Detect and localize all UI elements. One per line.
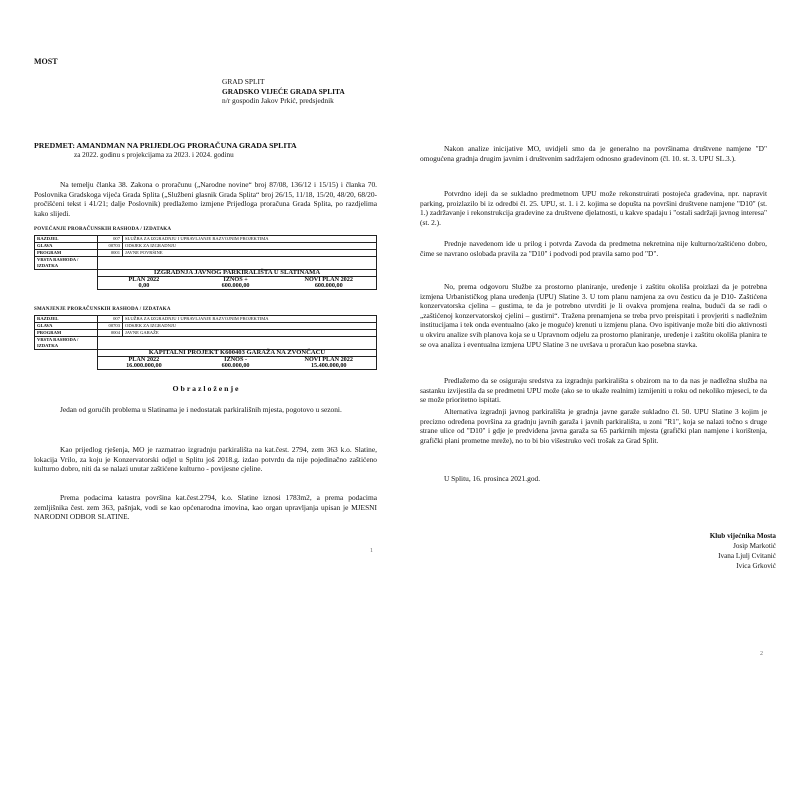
decrease-title: SMANJENJE PRORAČUNSKIH RASHODA / IZDATAKA	[34, 307, 171, 312]
date-line: U Splitu, 16. prosinca 2021.god.	[444, 474, 541, 483]
value-cell: 600.000,00	[221, 282, 250, 289]
col-header: IZNOS +	[223, 276, 248, 283]
signatory: Ivana Ljulj Cvitanić	[718, 552, 776, 560]
signatory: Josip Markotić	[733, 542, 776, 550]
signature-title: Klub vijećnika Mosta	[709, 532, 776, 540]
row-label: RAZDJEL	[35, 316, 98, 323]
row-label: PROGRAM	[35, 250, 98, 257]
rationale-paragraph-1: Jedan od gorućih problema u Slatinama je i nedostatak parkirališnih mjesta, pogotovo u sezoni.	[60, 405, 342, 414]
signature-block	[666, 531, 776, 571]
table-row	[35, 277, 377, 290]
decrease-table	[34, 315, 377, 370]
row-desc: ODSJEK ZA IZGRADNJU	[123, 323, 377, 330]
row-label: GLAVA	[35, 243, 98, 250]
values-cell	[98, 357, 377, 370]
table-row	[35, 236, 377, 243]
value-cell: 600.000,00	[221, 362, 250, 369]
row-code: 007	[98, 236, 123, 243]
page2-paragraph-1: Nakon analize inicijative MO, uvidjeli smo da je generalno na površinama društvene namjene "D" omogućena gradnja drugim javnim i društvenim sadržajem odnosno građevinom (čl. 10. st. 3. UPU SL.3.).	[420, 144, 767, 163]
subject-text: AMANDMAN NA PRIJEDLOG PRORAČUNA GRADA SPLITA	[76, 141, 297, 150]
decrease-project: KAPITALNI PROJEKT K600403 GARAŽA NA ZVONČACU	[98, 350, 377, 357]
row-desc: JAVNE POVRŠINE	[123, 250, 377, 257]
table-row	[35, 337, 377, 350]
subject-label: PREDMET:	[34, 141, 76, 150]
row-desc: ODSJEK ZA IZGRADNJU	[123, 243, 377, 250]
values-cell	[98, 277, 377, 290]
table-row	[35, 243, 377, 250]
col-header: NOVI PLAN 2022	[304, 276, 353, 283]
kind-label: VRSTA RASHODA / IZDATKA	[35, 337, 98, 350]
page-number: 2	[760, 651, 763, 657]
page-2	[400, 0, 800, 800]
row-code: 0004	[98, 330, 123, 337]
table-row	[35, 316, 377, 323]
kind-cell	[98, 337, 377, 350]
col-header: PLAN 2022	[128, 356, 160, 363]
addressee-city: GRAD SPLIT	[222, 77, 265, 86]
addressee-attn: n/r gospodin Jakov Prkić, predsjednik	[222, 96, 334, 106]
value-cell: 0,00	[138, 282, 150, 289]
row-code: 00703	[98, 243, 123, 250]
table-row	[35, 257, 377, 270]
spacer-cell	[35, 277, 98, 290]
intro-paragraph: Na temelju članka 38. Zakona o proračunu („Narodne novine“ broj 87/08, 136/12 i 15/15) i članka 70. Poslovnika Gradskoga vijeća Grada Splita („Službeni glasnik Grada Splita“ broj 26/15, 11/18, 15/20, 48/20, 68/20-pročišćeni tekst i 41/21; dalje Poslovnik) predlažemo izmjene Prijedloga proračuna Grada Splita, po razdjelima kako slijedi.	[34, 180, 377, 218]
row-label: PROGRAM	[35, 330, 98, 337]
value-cell: 600.000,00	[314, 282, 343, 289]
row-label: RAZDJEL	[35, 236, 98, 243]
increase-table	[34, 235, 377, 290]
page2-paragraph-2: Potvrdno ideji da se sukladno predmetnom UPU može rekonstruirati postojeća građevina, npr. napravit parking, proizlazilo bi iz odredbi čl. 25. UPU, st. 1. i 2. kojima se dopušta na površini društvene namjene "D10" (st. 1.) zadržavanje i rekonstrukcija građevine za društvene djelatnosti, u kakve spadaju i "ostali sadržaji javnog interesa" (st. 2.).	[420, 189, 767, 227]
addressee-council: GRADSKO VIJEĆE GRADA SPLITA	[222, 86, 345, 96]
row-desc: SLUŽBA ZA IZGRADNJU I UPRAVLJANJE RAZVOJNIM PROJEKTIMA	[123, 316, 377, 323]
subject-sub: za 2022. godinu s projekcijama za 2023. i 2024. godinu	[74, 151, 234, 159]
rationale-paragraph-3: Prema podacima katastra površina kat.čest.2794, k.o. Slatine iznosi 1783m2, a prema podacima zemljišnika čest. zem 363, pašnjak, vodi se kao općenarodna imovina, kao organ upravljanja upisan je MJESNI NARODNI ODBOR SLATINE.	[34, 493, 377, 522]
spacer-cell	[35, 350, 98, 357]
spacer-cell	[35, 357, 98, 370]
table-row	[35, 357, 377, 370]
page2-paragraph-4: No, prema odgovoru Službe za prostorno planiranje, uređenje i zaštitu okoliša proizlazi da je potrebna izmjena Urbanističkog plana uređenja (UPU) Slatine 3. U tom planu namjena za ovu česticu da je D10- Zaštićena konzervatorska cjelina – gustima, te da je potrebno utvrditi je li ovakva promjena realna, budući da se radi o „zaštićenoj konzervatorskoj cjelini – gustirni“. Tražena prenamjena se treba prvo preispitati i provjeriti s nadležnim institucijama i tek onda eventualno (ako je moguće) krenuti u izmjenu plana. Ovo ispitivanje može biti dio aktivnosti u okviru analize svih planova koja se u Upravnom odjelu za prostorno planiranje, uređenje i zaštitu okoliša planira te se ova analiza i eventualna izmjena UPU Slatine 3 ne uvršava u proračun kao posebna stavka.	[420, 282, 767, 349]
row-label: GLAVA	[35, 323, 98, 330]
col-header: NOVI PLAN 2022	[304, 356, 353, 363]
row-code: 0001	[98, 250, 123, 257]
page-number: 1	[370, 548, 373, 554]
party-name: MOST	[34, 57, 58, 66]
page2-paragraph-5: Predlažemo da se osiguraju sredstva za izgradnju parkirališta s obzirom na to da nas je nadležna služba na sastanku izvijestila da se predmetni UPU može (ako se to ukaže realnim) izmijeniti u roku od nekoliko mjeseci, te da se može prioritetno ispitati.	[420, 376, 767, 405]
increase-project: IZGRADNJA JAVNOG PARKIRALIŠTA U SLATINAMA	[98, 270, 377, 277]
row-code: 00703	[98, 323, 123, 330]
value-cell: 15.400.000,00	[310, 362, 347, 369]
col-header: PLAN 2022	[128, 276, 160, 283]
rationale-paragraph-2: Kao prijedlog rješenja, MO je razmatrao izgradnju parkirališta na kat.čest. 2794, zem 363 k.o. Slatine, lokacija Vrilo, za koju je Konzervatorski odjel u Splitu još 2018.g. izdao potvrdu da nije pojedinačno zaštićeno kulturno dobro, niti da se nalazi unutar zaštićene kulturno - povijesne cjeline.	[34, 445, 377, 474]
row-desc: SLUŽBA ZA IZGRADNJU I UPRAVLJANJE RAZVOJNIM PROJEKTIMA	[123, 236, 377, 243]
spacer-cell	[35, 270, 98, 277]
kind-cell	[98, 257, 377, 270]
page2-paragraph-6: Alternativa izgradnji javnog parkirališta je gradnja javne garaže sukladno čl. 50. UPU Slatine 3 kojim je precizno određena površina za gradnju javnih garaža i javnih parkirališta, u zoni "R1", koja se nalazi točno s druge strane ulice od "D10" i gdje je predviđena javna garaža sa 65 parkirnih mjesta (grafički plan namjene i korištenja, grafički plani prometne mreže), no to bi bio višestruko veći trošak za Grad Split.	[420, 407, 767, 445]
table-row	[35, 330, 377, 337]
col-header: IZNOS -	[224, 356, 248, 363]
subject-line	[34, 141, 297, 150]
kind-label: VRSTA RASHODA / IZDATKA	[35, 257, 98, 270]
signatory: Ivica Grković	[736, 562, 776, 570]
increase-title: POVEĆANJE PRORAČUNSKIH RASHODA / IZDATAKA	[34, 227, 172, 232]
addressee-block	[222, 77, 345, 106]
rationale-title: O b r a z l o ž e n j e	[172, 384, 239, 393]
table-row	[35, 323, 377, 330]
page2-paragraph-3: Prednje navedenom ide u prilog i potvrda Zavoda da predmetna nekretnina nije kulturno/zaštićeno dobro, čime se navrano oslobađa pravila za "D10" i podvodi pod pravila samo pod "D".	[420, 239, 767, 258]
row-code: 007	[98, 316, 123, 323]
row-desc: JAVNE GARAŽE	[123, 330, 377, 337]
value-cell: 16.000.000,00	[126, 362, 162, 369]
table-row	[35, 250, 377, 257]
